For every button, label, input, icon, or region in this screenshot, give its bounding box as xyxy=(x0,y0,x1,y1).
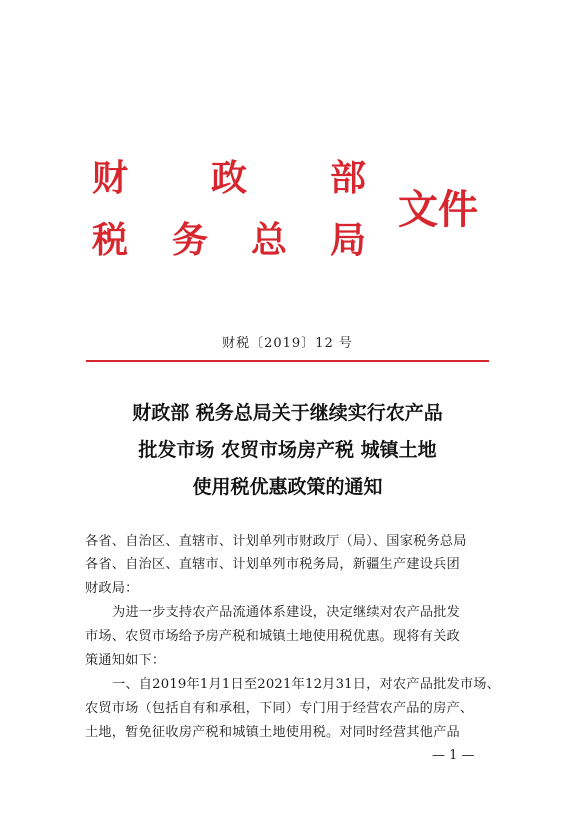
title-line: 财政部 税务总局关于继续实行农产品 xyxy=(132,402,443,424)
body-line: 为进一步支持农产品流通体系建设，决定继续对农产品批发 xyxy=(112,605,461,620)
body-line: 市场、农贸市场给予房产税和城镇土地使用税优惠。现将有关政 xyxy=(85,629,460,644)
body-line: 各省、自治区、直辖市、计划单列市财政厅（局）、国家税务总局 xyxy=(85,534,467,549)
agency-char: 部 xyxy=(330,157,367,199)
body-line: 一、自2019年1月1日至2021年12月31日，对农产品批发市场、 xyxy=(112,677,501,692)
agency-char: 务 xyxy=(172,219,209,261)
red-separator-line xyxy=(86,360,489,362)
body-line: 土地，暂免征收房产税和城镇土地使用税。对同时经营其他产品 xyxy=(85,725,460,740)
body-line: 农贸市场（包括自有和承租，下同）专门用于经营农产品的房产、 xyxy=(85,701,474,716)
document-kind-label: 文件 xyxy=(398,186,478,233)
page-number: — 1 — xyxy=(432,748,475,763)
body-line: 财政局： xyxy=(85,581,139,596)
body-line: 策通知如下： xyxy=(85,653,166,668)
document-number: 财税〔2019〕12 号 xyxy=(222,336,353,351)
title-line: 批发市场 农贸市场房产税 城镇土地 xyxy=(138,439,437,461)
agency-char: 总 xyxy=(251,219,288,261)
agency-char: 财 xyxy=(92,157,129,199)
title-line: 使用税优惠政策的通知 xyxy=(192,476,383,498)
agency-char: 政 xyxy=(211,157,248,199)
agency-char: 税 xyxy=(92,219,129,261)
body-line: 各省、自治区、直辖市、计划单列市税务局，新疆生产建设兵团 xyxy=(85,557,460,572)
agency-char: 局 xyxy=(330,219,367,261)
